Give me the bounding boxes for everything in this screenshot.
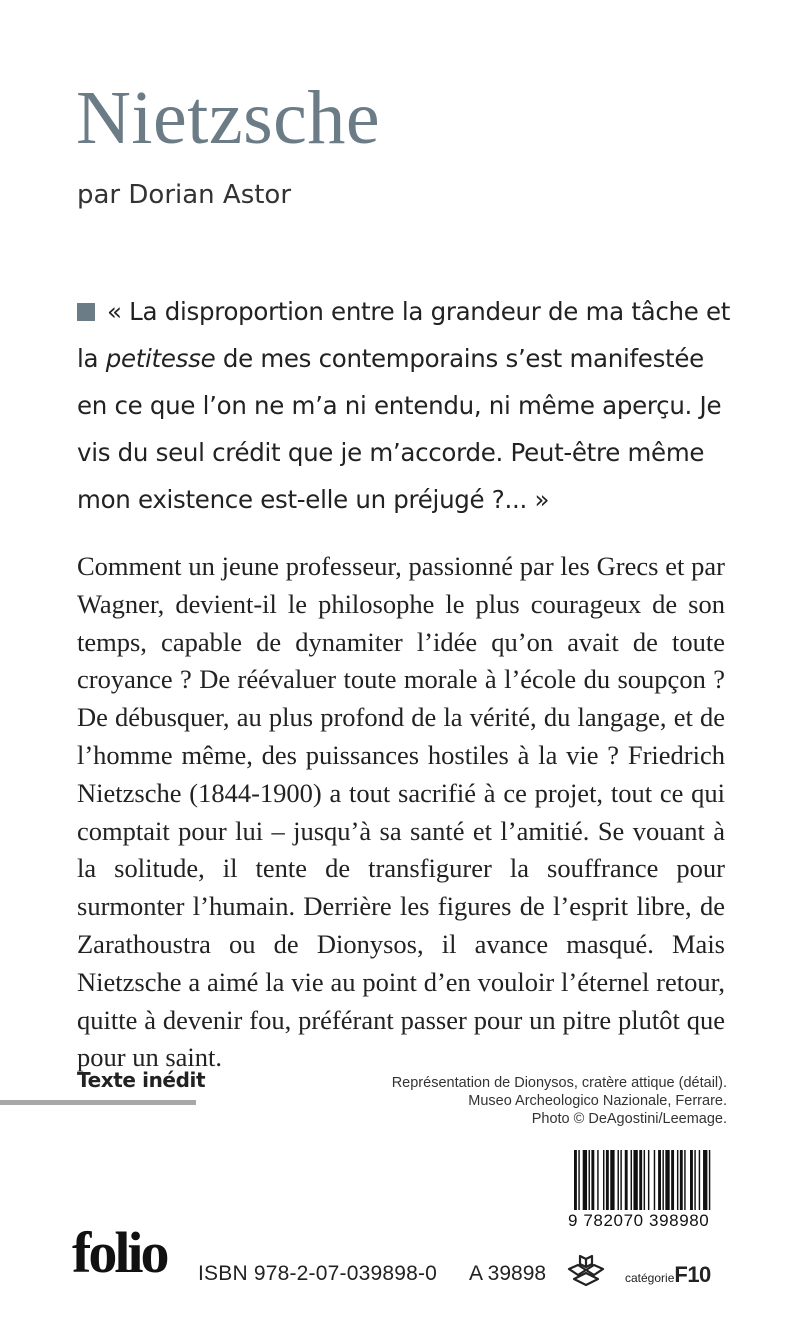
barcode-bar [677, 1150, 678, 1210]
category [625, 1262, 711, 1288]
texte-inedit-label: Texte inédit [77, 1068, 206, 1092]
barcode-bar [694, 1150, 695, 1210]
barcode-bar [606, 1150, 609, 1210]
barcode-bar [644, 1150, 645, 1210]
barcode-bar [684, 1150, 685, 1210]
barcode-bar [665, 1150, 669, 1210]
barcode-bar [591, 1150, 594, 1210]
barcode-bar [578, 1150, 579, 1210]
barcode-bar [690, 1150, 693, 1210]
barcode-bar [631, 1150, 632, 1210]
book-description: Comment un jeune professeur, passionné par les Grecs et par Wagner, devient-il le philosophe le plus courageux de son temps, capable de dynamiter l’idée qu’on avait de toute croyance ? De réévaluer toute morale à l’école du soupçon ? De débusquer, au plus profond de la vérité, du langage, et de l’homme même, des puissances hostiles à la vie ? Friedrich Nietzsche (1844-1900) a tout sacrifié à ce projet, tout ce qui comptait pour lui – jusqu’à sa santé et l’amitié. Se vouant à la solitude, il tente de transfigurer la souffrance pour surmonter l’humain. Derrière les figures de l’esprit libre, de Zarathoustra ou de Dionysos, il avance masqué. Mais Nietzsche a aimé la vie au point d’en vouloir l’éternel retour, quitte à devenir fou, préférant passer pour un pitre plutôt que pour un saint. [77, 551, 725, 1073]
open-book-logo-icon [566, 1250, 606, 1290]
credit-line: Représentation de Dionysos, cratère attique (détail). [391, 1075, 727, 1091]
catalog-code: A 39898 [469, 1262, 547, 1285]
barcode-bar [680, 1150, 683, 1210]
barcode-bar [633, 1150, 637, 1210]
barcode-bar [703, 1150, 707, 1210]
publisher-logo: folio [72, 1220, 167, 1285]
category-label: catégorie [625, 1271, 675, 1285]
barcode-icon [574, 1150, 724, 1212]
quote-text-end: de mes contemporains s’est manifestée en ce que l’on ne m’a ni entendu, ni même aperçu. Je vis du seul crédit que je m’accorde. Peut-être même mon existence est-elle un préjugé ?... » [77, 344, 722, 514]
barcode-bar [662, 1150, 663, 1210]
barcode-digits: 9 782070 398980 [568, 1211, 710, 1230]
barcode-bar [620, 1150, 621, 1210]
quote-text-start: « La disproportion entre la grandeur de ma tâche et la [77, 297, 731, 373]
barcode-bar [658, 1150, 661, 1210]
square-bullet-icon [77, 303, 95, 321]
image-credits [307, 1074, 727, 1128]
book-author: par Dorian Astor [77, 180, 292, 210]
barcode-bar [574, 1150, 577, 1210]
quote-emphasis: petitesse [105, 344, 216, 373]
barcode [568, 1150, 726, 1230]
barcode-bar [639, 1150, 642, 1210]
barcode-bar [648, 1150, 649, 1210]
barcode-bar [618, 1150, 619, 1210]
barcode-bar [699, 1150, 700, 1210]
category-code: F10 [674, 1262, 711, 1287]
barcode-bar [589, 1150, 590, 1210]
barcode-bar [610, 1150, 614, 1210]
barcode-bar [654, 1150, 655, 1210]
barcode-bar [603, 1150, 604, 1210]
label-underline [0, 1100, 196, 1105]
barcode-bar [709, 1150, 710, 1210]
quote-block [77, 288, 737, 523]
barcode-bar [583, 1150, 587, 1210]
barcode-bar [625, 1150, 628, 1210]
barcode-bar [597, 1150, 598, 1210]
book-title: Nietzsche [76, 76, 381, 160]
credit-line: Photo © DeAgostini/Leemage. [531, 1111, 727, 1127]
barcode-bar [671, 1150, 674, 1210]
isbn: ISBN 978-2-07-039898-0 [198, 1262, 438, 1285]
credit-line: Museo Archeologico Nazionale, Ferrare. [468, 1093, 727, 1109]
